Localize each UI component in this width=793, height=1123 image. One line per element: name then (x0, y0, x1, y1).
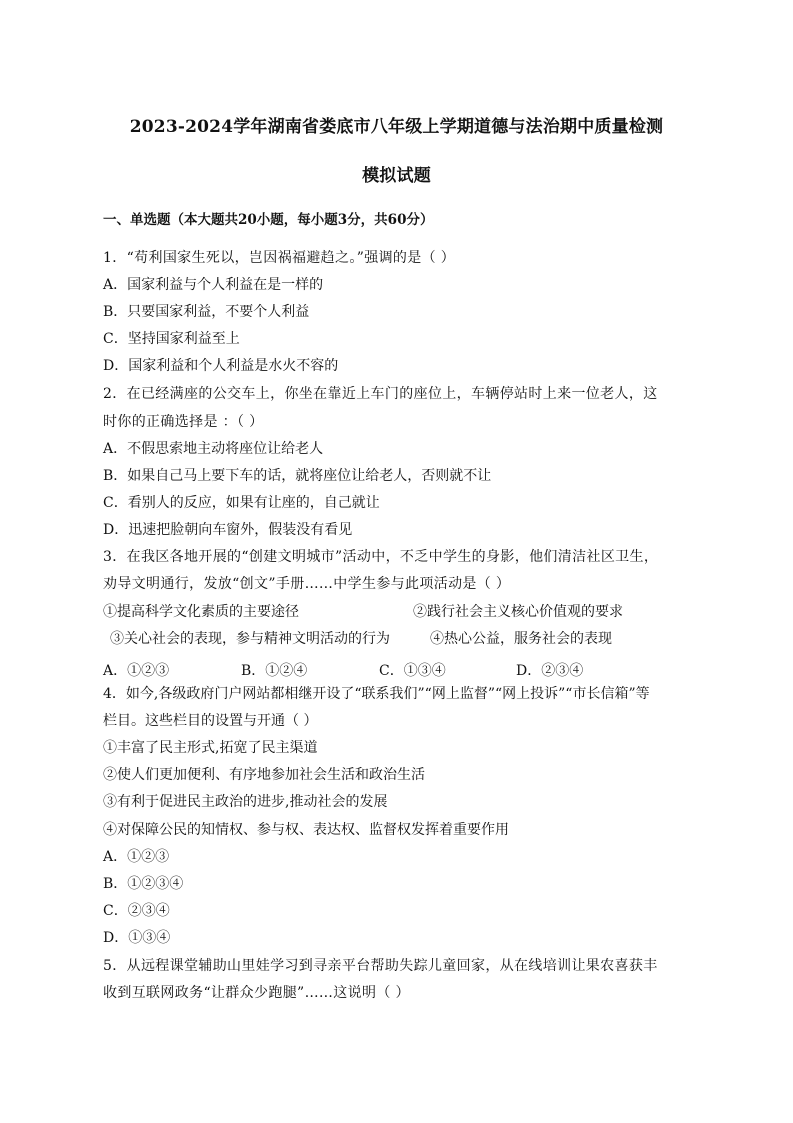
question-4-item-3: ③有利于促进民主政治的进步,推动社会的发展 (103, 794, 388, 810)
question-1-option-c: C．坚持国家利益至上 (103, 331, 240, 347)
question-4-option-d: D．①③④ (103, 930, 171, 946)
document-subtitle: 模拟试题 (362, 166, 431, 186)
question-5-stem-line-2: 收到互联网政务“让群众少跑腿”……这说明（ ） (103, 985, 410, 1001)
question-3-item-3: ③关心社会的表现，参与精神文明活动的行为 (110, 631, 390, 647)
question-5-stem-line-1: 5．从远程课堂辅助山里娃学习到寻亲平台帮助失踪儿童回家，从在线培训让果农喜获丰 (103, 958, 658, 974)
question-1-option-b: B．只要国家利益，不要个人利益 (103, 304, 310, 320)
question-3-stem-line-1: 3．在我区各地开展的“创建文明城市”活动中，不乏中学生的身影，他们清洁社区卫生， (103, 549, 659, 565)
question-2-option-c: C．看别人的反应，如果有让座的，自己就让 (103, 495, 380, 511)
question-2-option-a: A．不假思索地主动将座位让给老人 (103, 441, 324, 457)
question-3-option-b: B．①②④ (241, 663, 308, 679)
question-2-option-d: D．迅速把脸朝向车窗外，假装没有看见 (103, 522, 353, 538)
question-2-stem-line-1: 2．在已经满座的公交车上，你坐在靠近上车门的座位上，车辆停站时上来一位老人，这 (103, 386, 658, 402)
question-4-option-b: B．①②③④ (103, 876, 184, 892)
question-4-item-1: ①丰富了民主形式,拓宽了民主渠道 (103, 740, 318, 756)
question-4-option-a: A．①②③ (103, 849, 170, 865)
question-3-option-d: D．②③④ (516, 663, 584, 679)
question-3-option-a: A．①②③ (103, 663, 170, 679)
section-heading: 一、单选题（本大题共20小题，每小题3分，共60分） (103, 212, 434, 228)
question-3-stem-line-2: 劝导文明通行，发放“创文”手册……中学生参与此项活动是（ ） (103, 576, 511, 592)
question-4-stem-line-1: 4．如今,各级政府门户网站都相继开设了“联系我们”“网上监督”“网上投诉”“市长信箱”等 (103, 686, 650, 702)
question-3-item-1: ①提高科学文化素质的主要途径 (103, 604, 299, 620)
question-3-option-c: C．①③④ (379, 663, 446, 679)
question-1-stem: 1．“苟利国家生死以，岂因祸福避趋之。”强调的是（ ） (103, 250, 456, 266)
question-3-item-2: ②践行社会主义核心价值观的要求 (413, 604, 623, 620)
question-4-stem-line-2: 栏目。这些栏目的设置与开通（ ） (103, 713, 318, 729)
question-3-item-4: ④热心公益，服务社会的表现 (430, 631, 612, 647)
question-2-option-b: B．如果自己马上要下车的话，就将座位让给老人，否则就不让 (103, 468, 492, 484)
question-4-item-2: ②使人们更加便利、有序地参加社会生活和政治生活 (103, 767, 425, 783)
question-1-option-a: A．国家利益与个人利益在是一样的 (103, 277, 324, 293)
question-2-stem-line-2: 时你的正确选择是 ：（ ） (103, 414, 264, 430)
question-4-option-c: C．②③④ (103, 903, 170, 919)
question-4-item-4: ④对保障公民的知情权、参与权、表达权、监督权发挥着重要作用 (103, 822, 509, 838)
document-title: 2023-2024学年湖南省娄底市八年级上学期道德与法治期中质量检测 (129, 117, 664, 137)
question-1-option-d: D．国家利益和个人利益是水火不容的 (103, 358, 339, 374)
